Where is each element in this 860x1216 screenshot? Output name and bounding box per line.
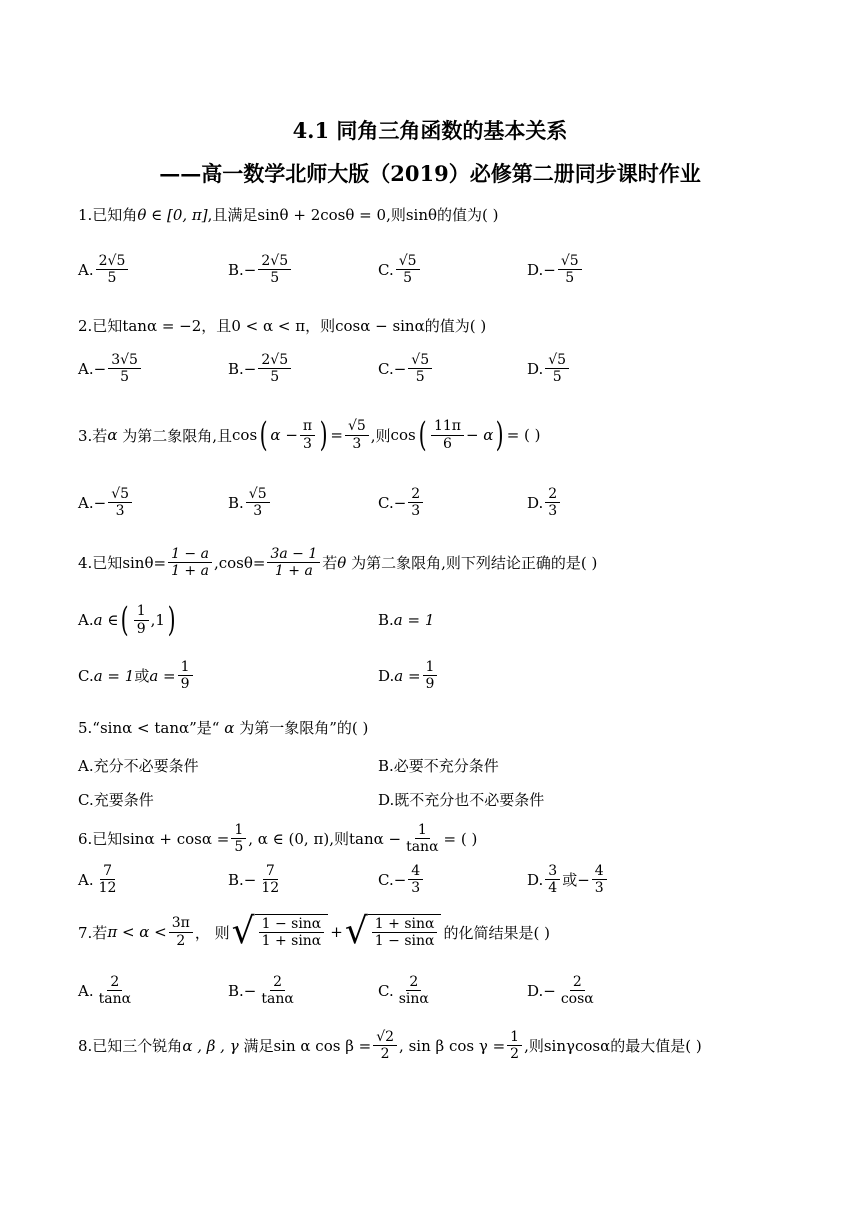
q7-frac-cond	[169, 915, 193, 948]
q6-opt-d-or: 或	[562, 871, 578, 890]
q3-frac-pi-3	[300, 418, 315, 451]
q3-opt-d-den: 3	[548, 503, 558, 520]
q4-opt-d-num: 1	[423, 659, 438, 676]
q2-opt-b-frac	[258, 352, 291, 385]
q7-option-a[interactable]	[78, 974, 136, 1007]
q5-mid: ”是“	[189, 719, 220, 737]
q7-opt-b-den: tanα	[261, 991, 294, 1008]
q1-option-a[interactable]	[78, 253, 130, 286]
q7-cond-den: 2	[176, 932, 186, 949]
q1-opt-d-label: D.	[527, 260, 544, 279]
q3-opt-a-den: 3	[115, 503, 125, 520]
q4-opt-c-den: 9	[180, 676, 190, 693]
q1-opt-d-den: 5	[565, 270, 575, 287]
q6-frac-den: 5	[234, 839, 244, 856]
q2-opt-c-frac	[408, 352, 432, 385]
q8-target: sinγcosα	[543, 1036, 611, 1055]
q4-prefix: 4.已知	[78, 554, 123, 573]
q2-opt-b-num: 2√5	[258, 352, 291, 369]
q6-frac	[231, 822, 246, 855]
q6-option-a[interactable]	[78, 863, 121, 896]
q3-lparen: (	[259, 415, 268, 455]
q8-e1-den: 2	[380, 1046, 390, 1063]
q2-opt-c-sign: −	[393, 359, 407, 378]
q6-opt-b-den: 12	[261, 880, 280, 897]
q1-opt-a-den: 5	[107, 270, 117, 287]
q3-opt-a-num: √5	[108, 486, 132, 503]
q3-suffix: = ( )	[506, 426, 541, 444]
q4-opt-d-label: D.	[378, 666, 395, 685]
question-6	[78, 822, 477, 855]
q8-prefix: 8.已知三个锐角	[78, 1037, 183, 1056]
q2-opt-d-num: √5	[545, 352, 569, 369]
q4-opt-c-a: a = 1	[93, 666, 135, 685]
q7-opt-c-label: C.	[378, 981, 394, 1000]
q3-f1-num: π	[300, 418, 315, 435]
q7-opt-c-frac	[396, 974, 432, 1007]
q1-opt-d-sign: −	[543, 260, 556, 279]
q1-opt-c-num: √5	[396, 253, 420, 270]
q7-option-d[interactable]	[527, 974, 599, 1007]
q4-sin-num: 1 − a	[168, 546, 212, 563]
q6-frac-tan	[403, 822, 441, 855]
q3-eq: =	[330, 426, 343, 444]
q4-var: θ	[337, 553, 347, 572]
q3-option-c[interactable]	[378, 486, 425, 519]
q4-cos-num: 3a − 1	[267, 546, 320, 563]
q1-target: sinθ	[405, 205, 438, 224]
q1-option-b[interactable]	[228, 253, 293, 286]
q1-option-d[interactable]	[527, 253, 584, 286]
q7-opt-b-sign: −	[243, 981, 257, 1000]
q8-e2: , sin β cos γ =	[399, 1036, 506, 1055]
q8-vars: α , β , γ	[182, 1036, 239, 1055]
q6-opt-b-sign: −	[243, 870, 257, 889]
q7-opt-d-num: 2	[570, 974, 585, 991]
q3-opt-c-num: 2	[408, 486, 423, 503]
q2-option-d[interactable]	[527, 352, 571, 385]
q2-opt-d-label: D.	[527, 359, 544, 378]
q3-opt-b-den: 3	[253, 503, 263, 520]
q6-opt-d-n2: 4	[592, 863, 607, 880]
q6-opt-d-n1: 3	[545, 863, 560, 880]
q4-mid: 若	[322, 554, 338, 573]
q3-opt-c-sign: −	[393, 493, 407, 512]
q3-opt-c-label: C.	[378, 493, 394, 512]
q8-e1: sin α cos β =	[273, 1036, 372, 1055]
q1-equation: sinθ + 2cosθ = 0	[257, 205, 387, 224]
q1-opt-c-den: 5	[403, 270, 413, 287]
q3-opt-a-sign: −	[93, 493, 107, 512]
q4-opt-c-num: 1	[178, 659, 193, 676]
q8-e2-num: 1	[507, 1029, 522, 1046]
q2-opt-c-den: 5	[415, 369, 425, 386]
q4-opt-b-value: a = 1	[393, 611, 435, 629]
question-1	[78, 204, 499, 225]
page-title: 4.1 同角三角函数的基本关系	[292, 118, 568, 143]
q1-opt-a-num: 2√5	[96, 253, 129, 270]
q6-tan-num: 1	[415, 822, 430, 839]
q4-opt-a-label: A.	[78, 611, 94, 629]
q5-option-a[interactable]: A.充分不必要条件	[78, 757, 199, 775]
q7-r2-den: 1 − sinα	[374, 933, 435, 949]
q2-suffix: 的值为( )	[424, 317, 487, 335]
q6-option-b[interactable]	[228, 863, 284, 896]
q1-option-c[interactable]	[378, 253, 422, 286]
q7-opt-c-num: 2	[406, 974, 421, 991]
q4-opt-c-label: C.	[78, 666, 94, 685]
q4-option-b[interactable]	[378, 611, 434, 629]
q7-r1-den: 1 + sinα	[261, 933, 322, 949]
q2-opt-c-num: √5	[408, 352, 432, 369]
q6-opt-c-den: 3	[411, 880, 421, 897]
q5-option-b[interactable]: B.必要不充分条件	[378, 757, 499, 775]
q2-prefix: 2.已知	[78, 317, 123, 335]
q4-opt-b-label: B.	[378, 611, 394, 629]
q3-frac-sqrt5-3	[345, 418, 369, 451]
q6-opt-d-frac2	[592, 863, 607, 896]
q5-suffix: 为第一象限角”的( )	[239, 719, 369, 737]
q3-opt-b-num: √5	[246, 486, 270, 503]
q3-rparen: )	[319, 415, 328, 455]
q6-opt-c-num: 4	[408, 863, 423, 880]
q4-opt-a-lparen: (	[121, 600, 130, 640]
q2-option-c[interactable]	[378, 352, 434, 385]
q6-opt-a-den: 12	[98, 880, 117, 897]
q4-sin: sinθ=	[122, 553, 167, 572]
q1-opt-b-sign: −	[243, 260, 257, 279]
q8-e2-den: 2	[510, 1046, 520, 1063]
q3-opt-d-frac	[545, 486, 560, 519]
q7-opt-c-den: sinα	[398, 991, 429, 1008]
question-2	[78, 315, 486, 336]
q3-lparen2: (	[418, 415, 427, 455]
q6-opt-d-label: D.	[527, 870, 544, 889]
q6-opt-b-frac	[258, 863, 282, 896]
q8-e1-num: √2	[373, 1029, 397, 1046]
q3-rparen2: )	[496, 415, 505, 455]
q2-opt-b-sign: −	[243, 359, 257, 378]
q8-mid: 满足	[243, 1037, 274, 1056]
q2-option-a[interactable]	[78, 352, 143, 385]
q1-opt-a-label: A.	[78, 260, 94, 279]
q3-f2-den: 3	[352, 435, 362, 452]
q4-opt-a-rparen: )	[167, 600, 176, 640]
q3-opt-c-frac	[408, 486, 423, 519]
q6-opt-a-frac	[96, 863, 120, 896]
q6-opt-d-frac1	[545, 863, 560, 896]
q5-prefix: 5.“	[78, 718, 100, 737]
q7-r2-num: 1 + sinα	[372, 916, 438, 933]
q6-opt-d-d2: 3	[594, 880, 604, 897]
q1-opt-b-num: 2√5	[258, 253, 291, 270]
q5-expr: sinα < tanα	[99, 718, 190, 737]
q3-option-b[interactable]	[228, 486, 272, 519]
q4-suffix: 为第二象限角,则下列结论正确的是( )	[351, 554, 598, 573]
q2-opt-a-label: A.	[78, 359, 94, 378]
q7-opt-d-den: cosα	[560, 991, 594, 1008]
q3-option-a[interactable]	[78, 486, 134, 519]
q1-mid2: ,则	[386, 206, 406, 224]
q1-prefix: 1.已知角	[78, 206, 138, 224]
q7-opt-d-label: D.	[527, 981, 544, 1000]
q7-opt-d-sign: −	[543, 981, 556, 1000]
q6-frac-num: 1	[231, 822, 246, 839]
q2-opt-b-den: 5	[270, 369, 280, 386]
q2-opt-a-frac	[108, 352, 141, 385]
q7-option-c[interactable]	[378, 974, 434, 1007]
q6-opt-b-label: B.	[228, 870, 244, 889]
q2-opt-d-frac	[545, 352, 569, 385]
q6-opt-a-label: A.	[78, 870, 94, 889]
q7-mid: ， 则	[194, 923, 230, 942]
q2-option-b[interactable]	[228, 352, 293, 385]
q3-opt-d-num: 2	[545, 486, 560, 503]
q1-opt-c-frac	[396, 253, 420, 286]
q2-opt-d-den: 5	[552, 369, 562, 386]
q4-cos: ,cosθ=	[213, 553, 266, 572]
question-8	[78, 1029, 702, 1062]
q1-opt-d-frac	[558, 253, 582, 286]
q1-opt-c-label: C.	[378, 260, 394, 279]
q2-mid: ，且	[201, 317, 232, 335]
q7-opt-b-frac	[258, 974, 296, 1007]
q4-opt-a-frac	[134, 603, 149, 636]
q4-opt-a-post: ,1	[150, 611, 165, 629]
q4-opt-c-or: 或	[134, 667, 150, 686]
q4-opt-a-pre: a ∈	[93, 611, 119, 629]
q2-equation: tanα = −2	[122, 316, 202, 335]
q4-option-c[interactable]	[78, 659, 195, 692]
q4-frac-cos	[267, 546, 320, 579]
q7-opt-a-label: A.	[78, 981, 94, 1000]
q7-prefix: 7.若	[78, 923, 108, 942]
q7-r1-num: 1 − sinα	[259, 916, 325, 933]
q4-opt-c-frac	[178, 659, 193, 692]
q4-opt-d-den: 9	[425, 676, 435, 693]
q6-expr: sinα + cosα =	[122, 829, 230, 848]
q3-opt-b-frac	[246, 486, 270, 519]
q8-frac1	[373, 1029, 397, 1062]
q1-opt-b-den: 5	[270, 270, 280, 287]
q2-opt-a-num: 3√5	[108, 352, 141, 369]
q6-opt-d-d1: 4	[548, 880, 558, 897]
q7-sqrt-2: √ $\frac{1 + \sin\alpha}{1 - \sin\alpha}$	[345, 914, 442, 950]
q7-opt-a-den: tanα	[98, 991, 132, 1008]
q1-condition: θ ∈ [0, π]	[137, 205, 208, 224]
q3-opt-a-frac	[108, 486, 132, 519]
q3-f3-den: 6	[443, 435, 452, 452]
q6-suffix: = ( )	[443, 829, 478, 848]
q1-opt-b-frac	[258, 253, 291, 286]
q7-cond-num: 3π	[169, 915, 193, 932]
q3-opt-c-den: 3	[411, 503, 421, 520]
q6-tan-den: tanα	[406, 839, 439, 856]
q3-minus-alpha: − α	[465, 426, 494, 444]
q6-opt-b-num: 7	[263, 863, 278, 880]
q6-cond: , α ∈ (0, π)	[248, 829, 330, 848]
q8-suffix: 的最大值是( )	[610, 1037, 702, 1056]
q7-opt-b-num: 2	[270, 974, 285, 991]
q7-cond: π < α <	[107, 923, 167, 941]
q3-mid: 为第二象限角,且	[122, 426, 233, 445]
q8-frac2	[507, 1029, 522, 1062]
q3-prefix: 3.若	[78, 426, 108, 445]
q3-var: α	[107, 426, 118, 444]
q7-plus: +	[330, 923, 343, 941]
q2-condition: 0 < α < π	[231, 316, 306, 335]
q6-mid: ,则	[329, 830, 349, 849]
question-4	[78, 546, 597, 579]
q1-opt-d-num: √5	[558, 253, 582, 270]
q7-opt-a-num: 2	[107, 974, 122, 991]
q3-f3-num: 11π	[431, 418, 464, 435]
q6-opt-a-num: 7	[100, 863, 115, 880]
q6-opt-c-frac	[408, 863, 423, 896]
q4-option-a[interactable]	[78, 600, 178, 640]
q7-opt-d-frac	[558, 974, 597, 1007]
q1-mid: ,且满足	[207, 206, 258, 224]
q5-option-d[interactable]: D.既不充分也不必要条件	[378, 791, 545, 809]
q4-sin-den: 1 + a	[171, 563, 209, 580]
q3-alpha-minus: α −	[270, 426, 298, 444]
q7-opt-a-frac	[96, 974, 134, 1007]
q7-sqrt-1: √ $\frac{1 - \sin\alpha}{1 + \sin\alpha}$	[232, 914, 329, 950]
q2-opt-b-label: B.	[228, 359, 244, 378]
q7-option-b[interactable]	[228, 974, 299, 1007]
q3-f1-den: 3	[303, 435, 312, 452]
q4-frac-sin	[168, 546, 212, 579]
q3-opt-d-label: D.	[527, 493, 544, 512]
q6-option-c[interactable]	[378, 863, 425, 896]
q6-opt-c-label: C.	[378, 870, 394, 889]
q3-mid2: ,则	[370, 426, 391, 445]
q3-opt-a-label: A.	[78, 493, 94, 512]
q4-opt-d-frac	[423, 659, 438, 692]
q1-opt-a-frac	[96, 253, 129, 286]
q4-option-d[interactable]	[378, 659, 439, 692]
q3-f2-num: √5	[345, 418, 369, 435]
question-7	[78, 911, 550, 952]
q1-opt-b-label: B.	[228, 260, 244, 279]
q2-opt-a-den: 5	[120, 369, 130, 386]
q5-option-c[interactable]: C.充要条件	[78, 791, 154, 809]
q1-suffix: 的值为( )	[437, 206, 499, 224]
q4-cos-den: 1 + a	[274, 563, 313, 580]
question-3: 3.若 α 为第二象限角,且 cos ( α − $\frac{\pi}{3}$ ) = $\frac{√5}{3}$ ,则 cos ( $\frac{11\pi}{6}$ − α ) = ( )	[78, 415, 541, 455]
q4-opt-c-b: a =	[149, 666, 176, 685]
page-subtitle: ——高一数学北师大版（2019）必修第二册同步课时作业	[159, 161, 701, 186]
q2-opt-a-sign: −	[93, 359, 107, 378]
question-5	[78, 717, 368, 738]
q4-opt-a-den: 9	[136, 620, 146, 637]
q6-opt-c-sign: −	[393, 870, 407, 889]
q2-opt-c-label: C.	[378, 359, 394, 378]
q3-option-d[interactable]	[527, 486, 562, 519]
q2-mid2: ，则	[305, 317, 336, 335]
q3-frac-11pi-6	[431, 418, 464, 451]
q7-opt-b-label: B.	[228, 981, 244, 1000]
q6-option-d[interactable]: D. $\frac{3}{4}$ 或 − $\frac{4}{3}$	[527, 863, 609, 896]
q7-suffix: 的化简结果是( )	[443, 923, 550, 942]
q8-mid2: ,则	[524, 1037, 544, 1056]
q6-prefix: 6.已知	[78, 830, 123, 849]
q3-cos: cos	[232, 426, 258, 444]
q5-var: α	[224, 718, 235, 737]
q4-opt-d-value: a =	[394, 666, 421, 685]
q2-target: cosα − sinα	[335, 316, 425, 335]
q6-tan: tanα −	[348, 829, 402, 848]
q4-opt-a-num: 1	[134, 603, 149, 620]
q3-opt-b-label: B.	[228, 493, 244, 512]
